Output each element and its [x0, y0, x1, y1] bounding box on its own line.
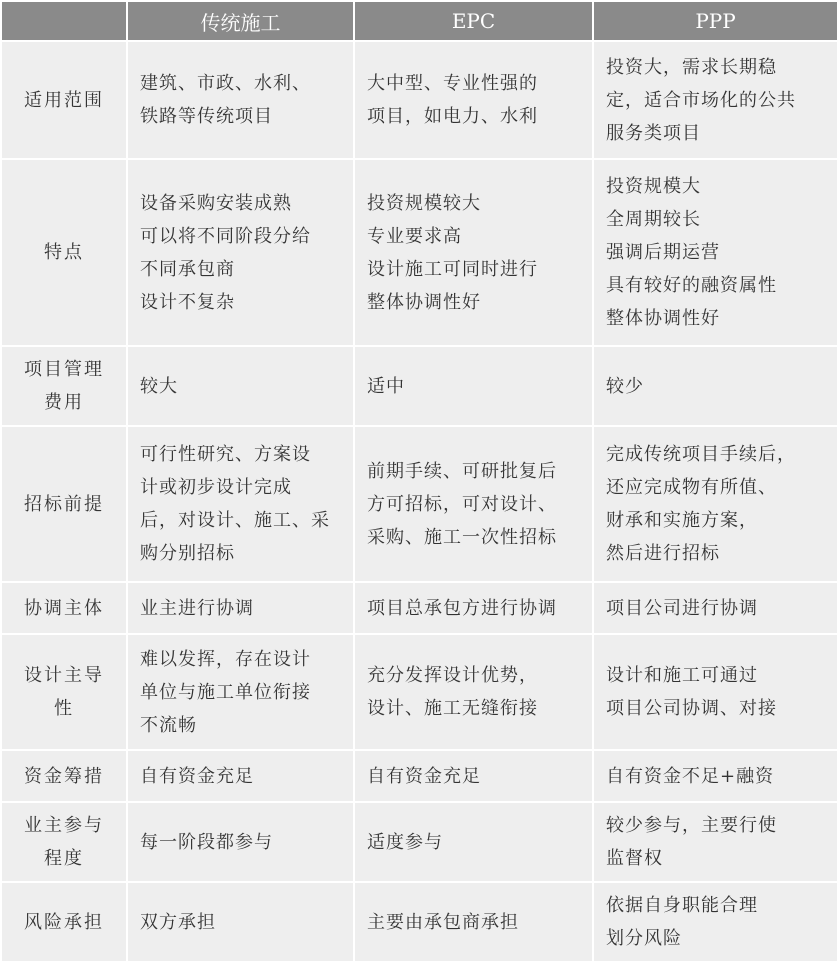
header-corner — [2, 2, 126, 40]
cell-line: 然后进行招标 — [606, 543, 720, 564]
cell-line: 依据自身职能合理 — [606, 895, 758, 916]
cell-line: 设计主导 — [24, 665, 104, 686]
row-label — [2, 635, 126, 749]
cell-line: 服务类项目 — [606, 122, 701, 144]
cell-ppp — [594, 635, 837, 749]
cell-line: 不同承包商 — [140, 258, 235, 280]
cell-ppp — [594, 751, 837, 801]
cell-traditional — [128, 42, 353, 158]
cell-line: 计或初步设计完成 — [140, 477, 292, 498]
table-row-mgmt-cost — [2, 347, 837, 425]
cell-line: 设计、施工无缝衔接 — [367, 698, 538, 719]
table-row-owner-involvement — [2, 803, 837, 881]
cell-traditional — [128, 751, 353, 801]
cell-line: 划分风险 — [606, 928, 682, 949]
cell-line: 设计不复杂 — [140, 291, 235, 313]
cell-epc — [355, 635, 592, 749]
cell-line: 前期手续、可研批复后 — [367, 460, 557, 482]
cell-line: 风险承担 — [24, 911, 104, 933]
header-row — [2, 2, 837, 40]
row-label — [2, 42, 126, 158]
cell-line: 监督权 — [606, 848, 663, 869]
cell-line: 可以将不同阶段分给 — [140, 225, 311, 247]
cell-line: 较少参与，主要行使 — [606, 815, 777, 836]
row-label — [2, 347, 126, 425]
cell-line: 充分发挥设计优势， — [367, 665, 538, 686]
cell-line: 项目，如电力、水利 — [367, 106, 538, 127]
cell-line: 后，对设计、施工、采 — [140, 510, 330, 531]
cell-line: 适用范围 — [24, 89, 104, 111]
cell-line: 较少 — [606, 375, 644, 397]
cell-line: 自有资金不足+融资 — [606, 765, 775, 787]
cell-traditional — [128, 347, 353, 425]
cell-epc — [355, 883, 592, 961]
cell-epc — [355, 42, 592, 158]
table-row-bidding-prereq — [2, 427, 837, 581]
header-traditional: 传统施工 — [128, 2, 353, 40]
cell-ppp — [594, 160, 837, 345]
cell-line: 完成传统项目手续后， — [606, 444, 796, 465]
cell-line: 招标前提 — [24, 493, 104, 515]
row-label — [2, 160, 126, 345]
cell-line: 投资规模大 — [606, 176, 701, 197]
cell-line: 定，适合市场化的公共 — [606, 89, 796, 111]
cell-line: 采购、施工一次性招标 — [367, 526, 557, 548]
cell-ppp — [594, 883, 837, 961]
cell-line: 设计施工可同时进行 — [367, 258, 538, 280]
row-label — [2, 883, 126, 961]
cell-line: 性 — [54, 698, 74, 719]
cell-line: 设计和施工可通过 — [606, 665, 758, 686]
row-label — [2, 427, 126, 581]
cell-line: 强调后期运营 — [606, 242, 720, 263]
cell-line: 适度参与 — [367, 831, 443, 853]
cell-line: 整体协调性好 — [606, 308, 720, 329]
cell-epc — [355, 160, 592, 345]
table-row-design-lead — [2, 635, 837, 749]
cell-line: 方可招标，可对设计、 — [367, 493, 557, 515]
cell-line: 不流畅 — [140, 714, 197, 736]
cell-epc — [355, 583, 592, 633]
cell-line: 项目公司进行协调 — [606, 597, 758, 619]
cell-line: 自有资金充足 — [140, 765, 254, 787]
cell-epc — [355, 803, 592, 881]
cell-line: 双方承担 — [140, 911, 216, 933]
cell-line: 自有资金充足 — [367, 765, 481, 787]
cell-line: 项目总承包方进行协调 — [367, 597, 557, 619]
header-ppp: PPP — [594, 2, 837, 40]
cell-ppp — [594, 347, 837, 425]
cell-traditional — [128, 160, 353, 345]
cell-line: 建筑、市政、水利、 — [140, 73, 311, 94]
cell-line: 购分别招标 — [140, 543, 235, 564]
header-epc: EPC — [355, 2, 592, 40]
cell-line: 费用 — [44, 392, 84, 413]
cell-line: 财承和实施方案， — [606, 510, 758, 531]
table-body — [2, 42, 837, 961]
cell-line: 业主进行协调 — [140, 597, 254, 619]
row-label — [2, 751, 126, 801]
table-row-features — [2, 160, 837, 345]
cell-epc — [355, 347, 592, 425]
cell-line: 项目管理 — [24, 359, 104, 380]
cell-line: 设备采购安装成熟 — [140, 192, 292, 214]
cell-epc — [355, 751, 592, 801]
cell-traditional — [128, 883, 353, 961]
cell-line: 程度 — [44, 848, 84, 869]
cell-ppp — [594, 42, 837, 158]
cell-line: 项目公司协调、对接 — [606, 698, 777, 719]
cell-line: 还应完成物有所值、 — [606, 477, 777, 498]
cell-traditional — [128, 635, 353, 749]
cell-line: 投资规模较大 — [367, 192, 481, 214]
cell-line: 资金筹措 — [24, 765, 104, 787]
cell-line: 可行性研究、方案设 — [140, 444, 311, 465]
table-row-risk — [2, 883, 837, 961]
cell-line: 具有较好的融资属性 — [606, 275, 777, 296]
cell-line: 专业要求高 — [367, 225, 462, 247]
table-row-financing — [2, 751, 837, 801]
cell-line: 全周期较长 — [606, 209, 701, 230]
cell-line: 铁路等传统项目 — [140, 106, 273, 127]
cell-traditional — [128, 427, 353, 581]
cell-ppp — [594, 427, 837, 581]
table-row-coordinator — [2, 583, 837, 633]
cell-ppp — [594, 803, 837, 881]
cell-line: 特点 — [44, 242, 84, 263]
cell-traditional — [128, 583, 353, 633]
cell-traditional — [128, 803, 353, 881]
cell-ppp — [594, 583, 837, 633]
cell-line: 协调主体 — [24, 597, 104, 619]
cell-line: 大中型、专业性强的 — [367, 73, 538, 94]
row-label — [2, 803, 126, 881]
cell-line: 投资大，需求长期稳 — [606, 56, 777, 78]
cell-line: 单位与施工单位衔接 — [140, 681, 311, 703]
cell-line: 难以发挥，存在设计 — [140, 648, 311, 670]
cell-line: 较大 — [140, 375, 178, 397]
cell-line: 主要由承包商承担 — [367, 911, 519, 933]
row-label — [2, 583, 126, 633]
cell-line: 适中 — [367, 375, 405, 397]
cell-line: 整体协调性好 — [367, 291, 481, 313]
table-row-scope — [2, 42, 837, 158]
cell-epc — [355, 427, 592, 581]
cell-line: 业主参与 — [24, 815, 104, 836]
cell-line: 每一阶段都参与 — [140, 831, 273, 853]
